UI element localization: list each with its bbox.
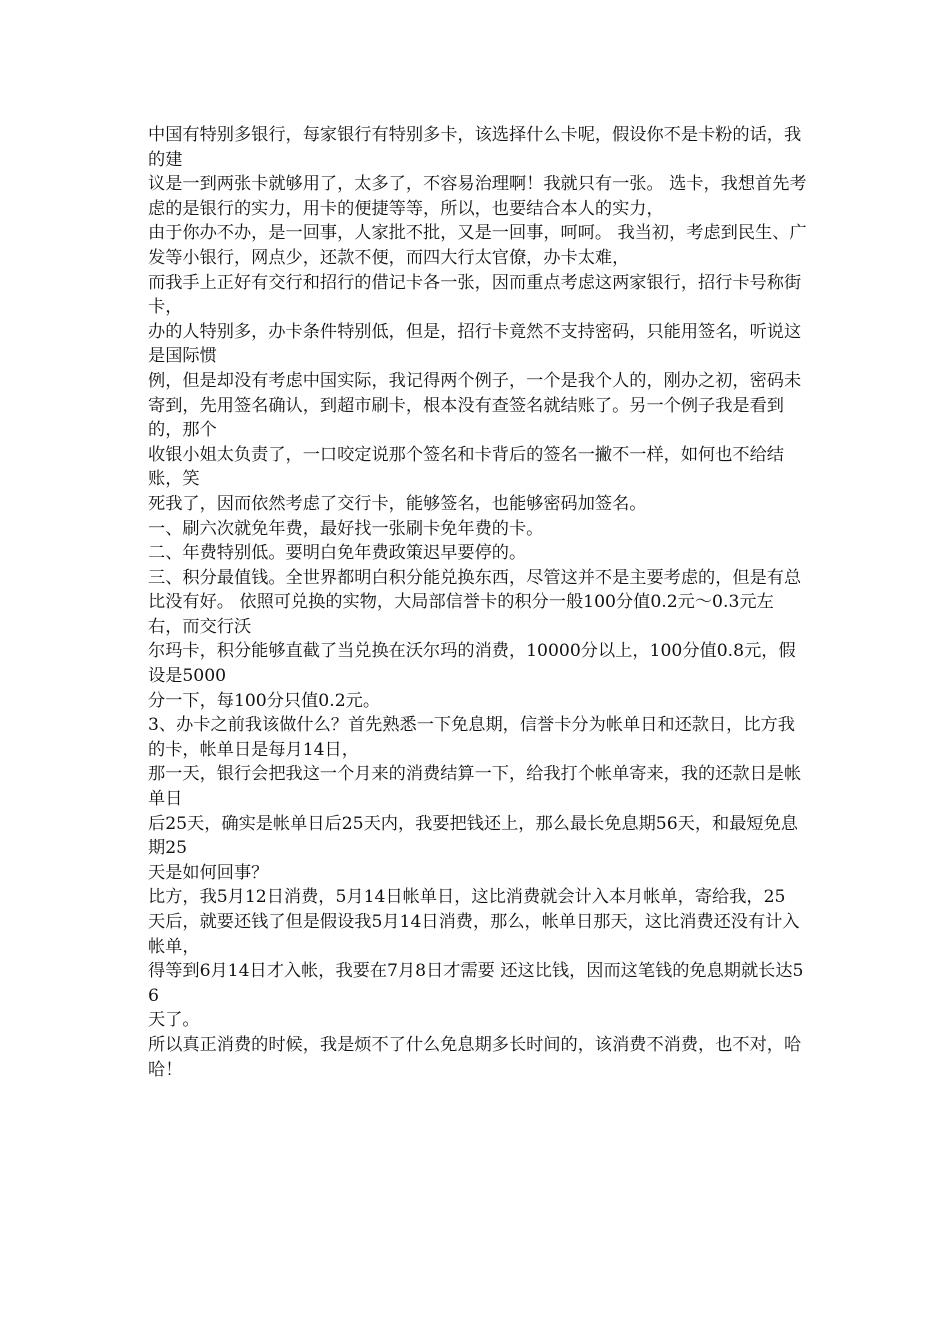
paragraph: 哈！ [148,1059,183,1080]
document-body [148,123,808,1082]
paragraph: 得等到6月14日才入帐，我要在7月8日才需要 还这比钱，因而这笔钱的免息期就长达56 [148,961,804,1006]
paragraph: 中国有特别多银行，每家银行有特别多卡，该选择什么卡呢，假设你不是卡粉的话，我的建 [148,125,802,170]
paragraph: 办的人特别多，办卡条件特别低，但是，招行卡竟然不支持密码，只能用签名，听说这是国际惯 [148,321,802,367]
paragraph: 死我了，因而依然考虑了交行卡，能够签名，也能够密码加签名。 [148,493,647,514]
paragraph: 天了。 [148,1010,200,1031]
paragraph: 那一天，银行会把我这一个月来的消费结算一下，给我打个帐单寄来，我的还款日是帐单日 [148,764,802,810]
paragraph: 收银小姐太负责了，一口咬定说那个签名和卡背后的签名一撇不一样，如何也不给结账，笑 [148,444,784,490]
paragraph: 由于你办不办，是一回事，人家批不批，又是一回事，呵呵。 我当初，考虑到民生、广发等小银行，网点少，还款不便，而四大行太官僚，办卡太难， [148,223,807,268]
paragraph: 天后，就要还钱了但是假设我5月14日消费，那么，帐单日那天，这比消费还没有计入帐单， [148,912,800,957]
section-heading: 3、办卡之前我该做什么？首先熟悉一下免息期，信誉卡分为帐单日和还款日，比方我的卡，帐单日是每月14日， [148,715,795,760]
paragraph: 尔玛卡，积分能够直截了当兑换在沃尔玛的消费，10000分以上，100分值0.8元，假设是5000 [148,641,796,687]
list-item: 二、年费特别低。要明白免年费政策迟早要停的。 [148,543,527,564]
paragraph: 后25天，确实是帐单日后25天内，我要把钱还上，那么最长免息期56天，和最短免息期25 [148,813,798,859]
paragraph: 比方，我5月12日消费，5月14日帐单日，这比消费就会计入本月帐单，寄给我，25 [148,887,786,908]
paragraph: 天是如何回事？ [148,862,269,883]
list-item: 三、积分最值钱。全世界都明白积分能兑换东西，尽管这并不是主要考虑的，但是有总 [148,567,802,588]
paragraph: 所以真正消费的时候，我是烦不了什么免息期多长时间的，该消费不消费，也不对，哈 [148,1034,802,1055]
list-item: 一、刷六次就免年费，最好找一张刷卡免年费的卡。 [148,518,544,539]
paragraph: 例，但是却没有考虑中国实际，我记得两个例子，一个是我个人的，刚办之初，密码未寄到，先用签名确认，到超市刷卡，根本没有查签名就结账了。另一个例子我是看到的，那个 [148,370,802,441]
paragraph: 比没有好。 依照可兑换的实物，大局部信誉卡的积分一般100分值0.2元～0.3元左右，而交行沃 [148,592,774,637]
paragraph: 分一下，每100分只值0.2元。 [148,690,381,711]
paragraph: 议是一到两张卡就够用了，太多了，不容易治理啊！我就只有一张。 选卡，我想首先考虑的是银行的实力，用卡的便捷等等，所以，也要结合本人的实力， [148,174,807,219]
paragraph: 而我手上正好有交行和招行的借记卡各一张，因而重点考虑这两家银行，招行卡号称街卡， [148,272,802,318]
